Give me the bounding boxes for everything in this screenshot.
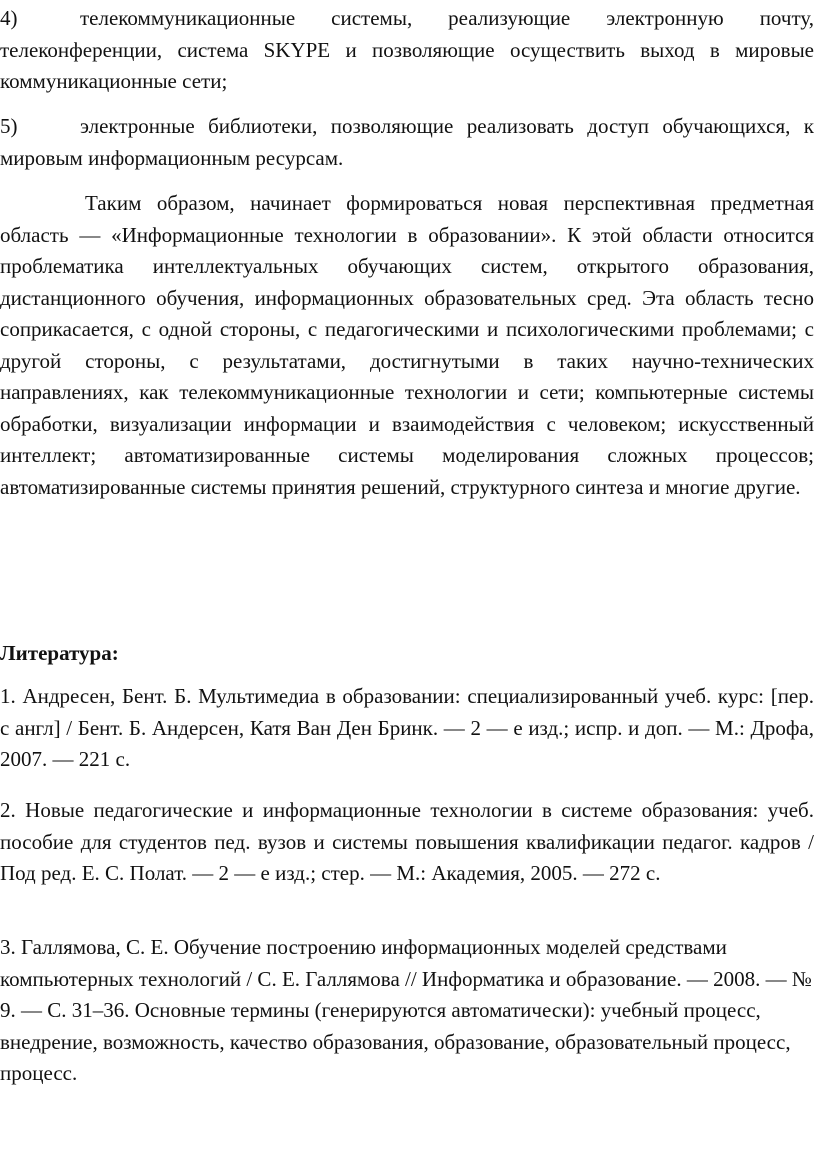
reference-item-3: 3. Галлямова, С. Е. Обучение построению информационных моделей средствами компьютерных технологий / С. Е. Галлямова // Информатика и образование. — 2008. — № 9. — С. 31–36. Основные термины (генерируются автоматически): учебный процесс, внедрение, возможность, качество образования, образование, образовательный процесс, процесс. xyxy=(0,935,812,1085)
list-item-4 xyxy=(0,3,814,98)
body-paragraph: Таким образом, начинает формироваться новая перспективная предметная область — «Информационные технологии в образовании». К этой области относится проблематика интеллектуальных обучающих систем, открытого образования, дистанционного обучения, информационных образовательных сред. Эта область тесно соприкасается, с одной стороны, с педагогическими и психологическими проблемами; с другой стороны, с результатами, достигнутыми в таких научно-технических направлениях, как телекоммуникационные технологии и сети; компьютерные системы обработки, визуализации информации и взаимодействия с человеком; искусственный интеллект; автоматизированные системы моделирования сложных процессов; автоматизированные системы принятия решений, структурного синтеза и многие другие. xyxy=(0,191,814,499)
list-item-number: 5) xyxy=(0,114,18,138)
list-item-text: электронные библиотеки, позволяющие реализовать доступ обучающихся, к мировым информационным ресурсам. xyxy=(0,114,814,170)
list-item-number: 4) xyxy=(0,6,18,30)
reference-item-1: 1. Андресен, Бент. Б. Мультимедиа в образовании: специализированный учеб. курс: [пер. с англ] / Бент. Б. Андерсен, Катя Ван Ден Бринк. — 2 — е изд.; испр. и доп. — М.: Дрофа, 2007. — 221 с. xyxy=(0,684,814,771)
literature-heading: Литература: xyxy=(0,641,119,665)
reference-item-2: 2. Новые педагогические и информационные технологии в системе образования: учеб. пособие для студентов пед. вузов и системы повышения квалификации педагог. кадров / Под ред. Е. С. Полат. — 2 — е изд.; стер. — М.: Академия, 2005. — 272 с. xyxy=(0,798,814,885)
list-item-5 xyxy=(0,111,814,174)
list-item-text: телекоммуникационные системы, реализующие электронную почту, телеконференции, система SKYPE и позволяющие осуществить выход в мировые коммуникационные сети; xyxy=(0,6,814,93)
